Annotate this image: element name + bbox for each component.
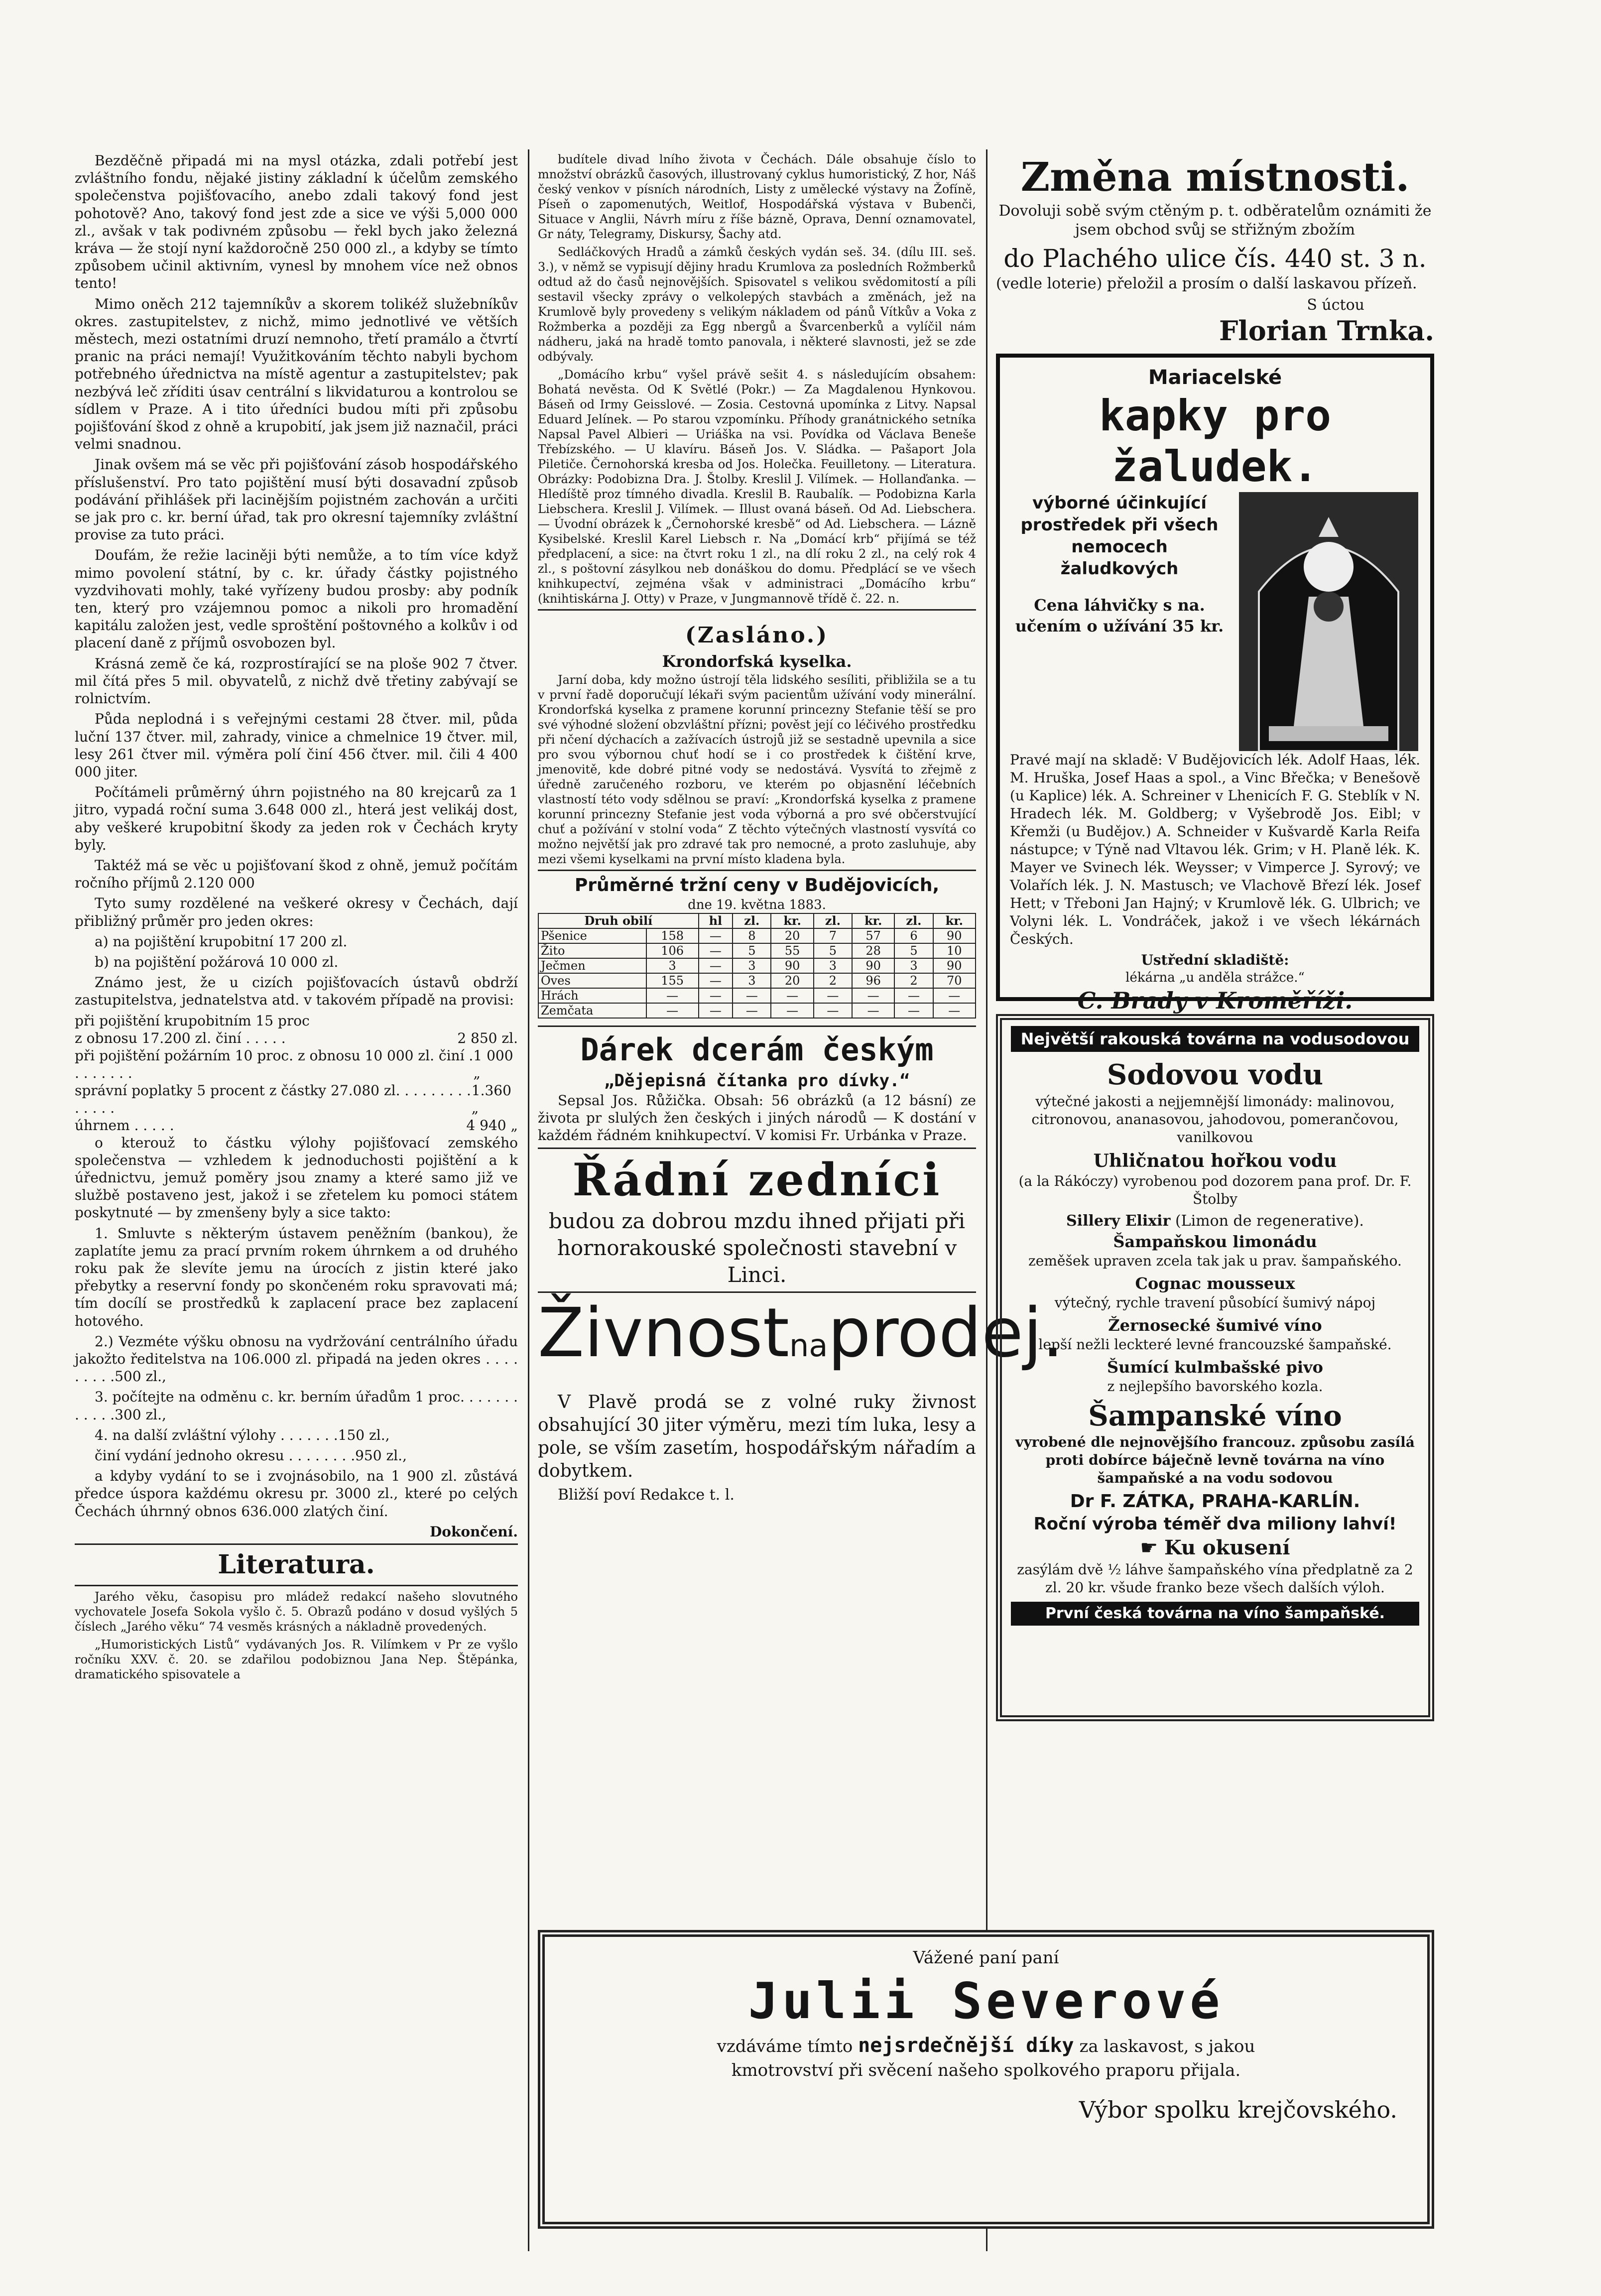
thanks-pre: vzdáváme tímto — [717, 2037, 853, 2056]
calc-row — [75, 1012, 518, 1029]
calc-value: 1 000 „ — [473, 1047, 513, 1081]
paragraph: 2.) Vezméte výšku obnosu na vydržování centrálního úřadu jakožto ředitelstva na 106.000 zl. připadá na jeden okres . . . . . . . . .500 zl., — [75, 1333, 518, 1385]
table-row — [538, 988, 976, 1003]
soda-okus: Ku okusení — [1164, 1536, 1290, 1559]
kapky-brady: C. Brady v Kroměříži. — [1077, 987, 1353, 1014]
soda-text-6: lepší nežli leckteré levné francouzské šampaňské. — [1038, 1336, 1392, 1353]
table-cell: 55 — [771, 943, 813, 958]
soda-year: Roční výroba téměř dva miliony lahví! — [1033, 1514, 1397, 1534]
pointing-hand-icon: ☛ — [1140, 1536, 1158, 1559]
madonna-image — [1239, 492, 1418, 751]
soda-ad — [996, 1014, 1434, 1721]
table-cell: 20 — [771, 928, 813, 943]
soda-text-3: (Limon de regenerative). — [1175, 1212, 1364, 1230]
table-cell: 28 — [852, 943, 894, 958]
kapky-price: Cena láhvičky s na. učením o užívání 35 kr. — [1015, 596, 1224, 636]
table-cell: 106 — [646, 943, 699, 958]
table-cell: Žito — [538, 943, 646, 958]
zmena-text: Dovoluji sobě svým ctěným p. t. odběratelům oznámiti že jsem obchod svůj se střižným zbožím — [998, 202, 1432, 239]
calc-value: 4 940 „ — [466, 1117, 518, 1134]
table-cell: 90 — [771, 958, 813, 973]
zednici-heading: Řádní zedníci — [572, 1153, 942, 1206]
kapky-sub-3: nemocech žaludkových — [1060, 537, 1179, 579]
table-cell: — — [771, 988, 813, 1003]
prices-column-header: zl. — [814, 913, 852, 928]
table-cell: Oves — [538, 973, 646, 988]
kapky-sklad-heading: Ustřední skladiště: — [1141, 952, 1289, 968]
table-cell: 155 — [646, 973, 699, 988]
thanks-line-3: kmotrovství při svěcení našeho spolkového praporu přijala. — [731, 2060, 1241, 2080]
paragraph: o kterouž to částku výlohy pojišťovací zemského společenstva — vzhledem k jednoduchosti pojištění a k úřednictvu, jemuž poměry jsou znamy a které samo již ve službě postaveno jest, jakož i se zřetelem ku pomoci státem poskytnuté — by zmenšeny byly a sice takto: — [75, 1134, 518, 1221]
soda-cognac: Cognac mousseux — [1135, 1274, 1295, 1293]
prices-column-header: Druh obilí — [538, 913, 699, 928]
paragraph: 1. Smluvte s některým ústavem peněžním (bankou), že zaplatíte jemu za prací prvním rokem úhrnkem a od druhého roku pak že slevíte jemu na úrocích z jistin které jako přebytky a reservní fondy po skončeném roku spravovati má; tím docílí se prostředků k zaplacení prace bez zaplacení hotového. — [75, 1225, 518, 1329]
zivnost-na: na — [789, 1327, 828, 1364]
zmena-signature: Florian Trnka. — [1219, 315, 1434, 347]
table-cell: — — [814, 988, 852, 1003]
table-cell: — — [699, 943, 733, 958]
paragraph: a) na pojištění krupobitní 17 200 zl. — [95, 933, 348, 950]
table-cell: — — [646, 988, 699, 1003]
darek-subheading: „Dějepisná čítanka pro dívky.“ — [604, 1071, 910, 1091]
table-cell: 5 — [894, 943, 933, 958]
table-cell: — — [733, 1003, 771, 1018]
table-cell: 2 — [814, 973, 852, 988]
soda-text-9: zasýlám dvě ½ láhve šampaňského vína předplatně za 2 zl. 20 kr. všude franko beze všech dalších výloh. — [1017, 1561, 1413, 1596]
soda-kulm: Šumící kulmbašské pivo — [1107, 1358, 1323, 1377]
table-cell: — — [646, 1003, 699, 1018]
kyselka-heading: Krondorfská kyselka. — [662, 652, 852, 671]
table-cell: 10 — [933, 943, 976, 958]
paragraph: Počítámeli průměrný úhrn pojistného na 80 krejcarů za 1 jitro, vypadá roční suma 3.648 000 zl., hterá jest velikáj dost, aby veškeré krupobitní škody za jeden rok v Čechách kryty byly. — [75, 784, 518, 853]
paragraph: a kdyby vydání to se i zvojnásobilo, na 1 900 zl. zůstává předce úspora každému okresu pr. 3000 zl., které po celých Čechách úhrnný obnos 636.000 zlatých činí. — [75, 1468, 518, 1520]
kyselka-text: Jarní doba, kdy možno ústrojí těla lidského sesíliti, přibližila se a tu v první řadě doporučují lékaři svým pacientům užívání vody minerální. Krondorfská kyselka z pramene korunní princezny Stefanie těší se pro své výhodné složení obzvláštní přízni; pověst její co léčivého prostředku při nčení dýchacích a zažívacích ústrojů již se sestadně upevnila a sice pro svou výbornou chuť hodí se i co prostředek k čištění krve, jmenovitě, kde dobré pitné vody se nedostává. Vysvítá to zřejmě z úředně zaručeného rozboru, ve kterém po objasnění léčebních vlastností této vody sdělnou se praví: „Krondorfská kyselka z pramene korunní princezny Stefanie jest voda výborná a pro své občerstvující chuť a požívání v stolní voda“ Z těchto výtečných vlastností vysvítá co možno největší jak pro zdravé tak pro nemocné, a proto zasluhuje, aby mezi všemi kyselkami na první místo kladena byla. — [538, 673, 976, 866]
table-cell: 96 — [852, 973, 894, 988]
calc-value: 1.360 „ — [471, 1082, 511, 1116]
zmena-address: do Plachého ulice čís. 440 st. 3 n. — [1003, 244, 1427, 273]
paragraph: Jinak ovšem má se věc při pojišťování zásob hospodářského příslušenství. Pro tato pojištění musí býti dosavadní způsob podávání přihlášek při lacinějším pojistném zachován a určiti se jak pro c. kr. berní úřad, tak pro okresní tajemníky zvláštní provise za tuto práci. — [75, 456, 518, 543]
calc-label: z obnosu 17.200 zl. činí . . . . . — [75, 1029, 286, 1046]
soda-samp: Šampanské víno — [1088, 1400, 1342, 1432]
soda-firm: Dr F. ZÁTKA, PRAHA-KARLÍN. — [1070, 1491, 1360, 1512]
zmena-heading: Změna místnosti. — [1020, 153, 1410, 200]
darek-text: Sepsal Jos. Růžička. Obsah: 56 obrázků (a 12 básní) ze života pr slulých žen českých i jiných národů — K dostání v každém řádném knihkupectví. V komisi Fr. Urbánka v Praze. — [538, 1092, 976, 1144]
paragraph: Známo jest, že u cizích pojišťovacích ústavů obdrží zastupitelstva, jednatelstva atd. v takovém případě na provisi: — [75, 974, 518, 1009]
table-cell: — — [733, 988, 771, 1003]
zivnost-heading — [538, 1293, 1064, 1391]
prices-column-header: zl. — [894, 913, 933, 928]
table-cell: — — [699, 988, 733, 1003]
kapky-text: Pravé mají na skladě: V Budějovicích lék. Adolf Haas, lék. M. Hruška, Josef Haas a spol., a Vinc Břečka; v Benešově (u Kaplice) lék. A. Schreiner v Lhenicích F. G. Steblík v N. Hradech lék. M. Goldberg; v Vyšebrodě Jos. Eibl; v Křemži (u Budějov.) A. Schneider v Kušvardě Karla Reifa nástupce; v Týně nad Vltavou lék. Grim; v H. Planě lék. K. Mayer ve Svinech lék. Weysser; v Vimperce J. Syrový; ve Volařích lék. J. N. Mastusch; ve Vlachově Březí lék. Josef Hett; v Třeboni Jan Hajný; v Krumlově lék. G. Ulbrich; ve Volyni lék. L. Vondráček, jakož i ve všech lékárnách Českých. — [1010, 752, 1420, 947]
soda-zern: Žernosecké šumivé víno — [1108, 1316, 1322, 1335]
prices-column-header: kr. — [852, 913, 894, 928]
table-cell: — — [699, 958, 733, 973]
table-cell: — — [894, 1003, 933, 1018]
table-cell: 90 — [933, 958, 976, 973]
table-cell: 3 — [814, 958, 852, 973]
prices-column-header: zl. — [733, 913, 771, 928]
table-cell: 3 — [894, 958, 933, 973]
table-cell: — — [852, 988, 894, 1003]
paragraph: Sedláčkových Hradů a zámků českých vydán seš. 34. (dílu III. seš. 3.), v němž se vypisují dějiny hradu Krumlova za posledních Rožmberků odtud až do časů nejnovějších. Spisovatel s velikou svědomitostí a píli sestavil všecky zprávy o velkolepých stavbách a změnách, jež na Krumlově byly provedeny s velikým nákladem od pánů Vítkův a Voka z Rožmberka a později za Egg nbergů a Švarcenberků a vylíčil nám nádheru, jaká na hradě tomto panovala, i některé slavnosti, jež se zde odbývaly. — [538, 245, 976, 364]
kapky-sklad: lékárna „u anděla strážce.“ — [1125, 970, 1305, 985]
table-cell: 158 — [646, 928, 699, 943]
soda-heading: Sodovou vodu — [1107, 1058, 1324, 1091]
soda-uhl: Uhličnatou hořkou vodu — [1093, 1150, 1337, 1171]
thanks-post: za laskavost, s jakou — [1079, 2037, 1255, 2056]
calc-label: při pojištění krupobitním 15 proc — [75, 1012, 310, 1029]
zednici-text: budou za dobrou mzdu ihned přijati při hornorakouské společnosti stavební v Linci. — [548, 1208, 966, 1287]
thanks-signature: Výbor spolku krejčovského. — [1079, 2096, 1397, 2123]
prices-column-header: kr. — [933, 913, 976, 928]
divider — [75, 1585, 518, 1586]
thanks-greeting: Vážené paní paní — [913, 1948, 1059, 1968]
table-cell: — — [699, 973, 733, 988]
kapky-pre: Mariacelské — [1148, 366, 1282, 389]
divider — [538, 609, 976, 611]
table-row — [538, 958, 976, 973]
soda-text-8: vyrobené dle nejnovějšího francouz. způsobu zasílá proti dobírce báječně levně továrna na víno šampaňské a na vodu sodovou — [1015, 1434, 1415, 1486]
table-cell: 7 — [814, 928, 852, 943]
calc-label: při pojištění požárním 10 proc. z obnosu 10 000 zl. činí . . . . . . . . — [75, 1047, 474, 1081]
calc-row — [75, 1117, 518, 1134]
continued-note: Dokončení. — [430, 1523, 518, 1540]
paragraph: budítele divad lního života v Čechách. Dále obsahuje číslo to množství obrázků časových, illustrovaný cyklus humoristický, Z hor, Náš český venkov v písních národních, Listy z umělecké výstavy na Žofíně, Píseň o zapomenutých, Weitlof, Hospodářská výstava v Bubenči, Situace v Anglii, Návrh míru z říše bázně, Oprava, Denní oznamovatel, Gr náty, Telegramy, Diskursy, Šachy atd. — [538, 152, 976, 241]
paragraph: Jarého věku, časopisu pro mládež redakcí našeho slovutného vychovatele Josefa Sokola vyšlo č. 5. Obrazů podáno v dosud vyšlých 5 číslech „Jarého věku“ 74 vesměs krásných a nákladně provedených. — [75, 1589, 518, 1634]
prices-column-header: kr. — [771, 913, 813, 928]
table-cell: Zemčata — [538, 1003, 646, 1018]
table-cell: 90 — [933, 928, 976, 943]
paragraph: Tyto sumy rozdělené na veškeré okresy v Čechách, dají přibližný průměr pro jeden okres: — [75, 895, 518, 929]
prices-heading: Průměrné tržní ceny v Budějovicích, — [574, 875, 940, 895]
column-1 — [75, 152, 518, 2259]
calc-row — [75, 1047, 518, 1082]
paragraph: Mimo oněch 212 tajemníkův a skorem tolikéž služebníkův okres. zastupitelstev, z nichž, mimo jednotlivé ve větších městech, mezi ostatními druzí nemnoho, třetí pramálo a čtvrtí pranic na práci nemají! Využitkováním těchto nabyli bychom potřebného úřednictva na místě agentur a zastupitelstev; pak nezbývá leč zříditi úsav centrální s likvidaturou a kontrolou se sídlem v Praze. A i tito úředníci budou míti při způsobu pojišťování škod z ohně a krupobití, jak jsem již naznačil, práci velmi snadnou. — [75, 295, 518, 453]
divider — [538, 1291, 976, 1293]
divider — [538, 870, 976, 871]
zivnost-word: Živnost — [538, 1293, 790, 1373]
soda-sillery: Sillery Elixir — [1066, 1212, 1171, 1230]
soda-text-7: z nejlepšího bavorského kozla. — [1107, 1378, 1323, 1395]
table-cell: — — [771, 1003, 813, 1018]
table-cell: 2 — [894, 973, 933, 988]
table-row — [538, 928, 976, 943]
calc-label: úhrnem . . . . . — [75, 1117, 174, 1134]
column-rule-1 — [528, 149, 529, 2251]
soda-text-4: zeměšek upraven zcela tak jak u prav. šampaňského. — [1028, 1253, 1402, 1269]
table-row — [538, 943, 976, 958]
table-cell: 3 — [646, 958, 699, 973]
literature-heading: Literatura. — [218, 1549, 375, 1580]
soda-limo: Šampaňskou limonádu — [1113, 1232, 1317, 1251]
paragraph: Doufám, že režie laciněji býti nemůže, a to tím více když mimo povolení státní, by c. kr. úřady částky pojistného vyzdvihovati mohly, také vyřízeny budou prosby: aby podník ten, který pro vzájemnou pomoc a nikoli pro hromadění kapitálu založen jest, vedle sproštění poštovného a kolkův i od placení daně z příjmů osvobozen byl. — [75, 547, 518, 651]
kapky-sub-1: výborné účinkující — [1032, 493, 1207, 513]
calc-value: 2 850 zl. — [457, 1029, 518, 1046]
paragraph: „Humoristických Listů“ vydávaných Jos. R. Vilímkem v Pr ze vyšlo ročníku XXV. č. 20. se zdařilou podobiznou Jana Nep. Štěpánka, dramatického spisovatele a — [75, 1637, 518, 1681]
prices-date: dne 19. května 1883. — [688, 897, 826, 912]
calc-label: správní poplatky 5 procent z částky 27.080 zl. . . . . . . . . . . . . . — [75, 1082, 471, 1116]
calc-row — [75, 1029, 518, 1047]
table-cell: — — [894, 988, 933, 1003]
prices-column-header: hl — [699, 913, 733, 928]
soda-text-2: (a la Rákóczy) vyrobenou pod dozorem pana prof. Dr. F. Štolby — [1018, 1173, 1412, 1207]
paragraph: Půda neplodná i s veřejnými cestami 28 čtver. mil, půda luční 137 čtver. mil, zahrady, vinice a chmelnice 19 čtver. mil, lesy 261 čtver mil. výměra polí činí 456 čtver. mil. čili 4 400 000 jiter. — [75, 711, 518, 780]
divider — [538, 1025, 976, 1027]
paragraph: Taktéž má se věc u pojišťovaní škod z ohně, jemuž počítám ročního příjmů 2.120 000 — [75, 857, 518, 892]
prices-table — [538, 913, 976, 1019]
calc-row — [75, 1082, 518, 1117]
paragraph: b) na pojištění požárová 10 000 zl. — [95, 953, 339, 970]
thanks-box — [538, 1930, 1434, 2229]
zmena-text2: (vedle loterie) přeložil a prosím o další laskavou přízeň. — [996, 275, 1417, 292]
paragraph: 3. počítejte na odměnu c. kr. berním úřadům 1 proc. . . . . . . . . . . .300 zl., — [75, 1389, 518, 1423]
paragraph: činí vydání jednoho okresu . . . . . . . .950 zl., — [95, 1447, 407, 1464]
paragraph: Bezděčně připadá mi na mysl otázka, zdali potřebí jest zvláštního fondu, nějaké jistiny základní k účelům zemského společenstva pojišťovacího, anebo zdali takový fond jest pohotově? Ano, takový fond jest zde a sice ve výši 5,000 000 zl., avšak v tak podivném způsobu — řekl bych jako železná kráva — že stojí nyní každoročně 250 000 zl., a kdyby se tímto způsobem učinil aktivním, vynesl by mnohem více než obnos tento! — [75, 152, 518, 292]
thanks-highlight: nejsrdečnější díky — [858, 2034, 1074, 2057]
table-cell: Pšenice — [538, 928, 646, 943]
kapky-sub-2: prostředek při všech — [1020, 515, 1219, 535]
soda-text-5: výtečný, rychle travení působící šumivý nápoj — [1054, 1294, 1376, 1311]
table-cell: 6 — [894, 928, 933, 943]
table-cell: 3 — [733, 958, 771, 973]
table-row — [538, 1003, 976, 1018]
paragraph: 4. na další zvláštní výlohy . . . . . . .150 zl., — [95, 1426, 390, 1443]
thanks-name: Julii Severové — [748, 1972, 1224, 2030]
divider — [75, 1543, 518, 1545]
calculation-table — [75, 1012, 518, 1134]
table-cell: 5 — [814, 943, 852, 958]
zivnost-note: Bližší poví Redakce t. l. — [558, 1486, 735, 1504]
table-cell: 70 — [933, 973, 976, 988]
table-cell: — — [852, 1003, 894, 1018]
table-cell: 8 — [733, 928, 771, 943]
paragraph: „Domácího krbu“ vyšel právě sešit 4. s následujícím obsahem: Bohatá nevěsta. Od K Světlé (Pokr.) — Za Magdalenou Hynkovou. Báseň od Irmy Geisslové. — Zosia. Cestovná upomínka z Litvy. Napsal Eduard Jelínek. — Po starou vzpomínku. Příhody granátnického setníka Napsal Pavel Albieri — Uriáška na vsi. Povídka od Václava Beneše Třebízského. — U klavíru. Báseň Jos. V. Sládka. — Pašaport Jola Piletiče. Černohorská kresba od Jos. Holečka. Feuilletony. — Literatura. Obrázky: Podobizna Dra. J. Štolby. Kreslil J. Vilímek. — Hollanďanka. — Hledíště proz tímného divadla. Kreslil B. Raubalík. — Podobizna Karla Liebschera. Kreslil J. Vilímek. — Illust ovaná báseň. Od Ad. Liebschera. — Úvodní obrázek k „Černohorské kresbě“ od Ad. Liebschera. — Lázně Kysibelské. Kreslil Karel Liebsch r. Na „Domácí krb“ přijímá se též předplacení, a sice: na čtvrt roku 1 zl., na dlí roku 2 zl., na celý rok 4 zl., s poštovní zásylkou neb donáškou do domu. Předplácí se ve všech knihkupectví, zejména však v administraci „Domácího krbu“ (knihtiskárna J. Otty) v Praze, v Jungmannově třídě č. 22. n. — [538, 368, 976, 606]
table-cell: — — [814, 1003, 852, 1018]
kapky-heading: kapky pro žaludek. — [1099, 391, 1331, 492]
table-cell: Hrách — [538, 988, 646, 1003]
table-cell: 20 — [771, 973, 813, 988]
kapky-ad — [996, 354, 1434, 1014]
divider — [538, 1148, 976, 1149]
darek-heading: Dárek dcerám českým — [580, 1031, 934, 1068]
table-cell: 90 — [852, 958, 894, 973]
zmena-greeting: S úctou — [1307, 296, 1364, 314]
paragraph: Krásná země če ká, rozprostírající se na ploše 902 7 čtver. mil čítá přes 5 mil. obyvatelů, z nichž dvě třetiny zabývají se rolnictvím. — [75, 655, 518, 707]
table-cell: Ječmen — [538, 958, 646, 973]
zivnost-text: V Plavě prodá se z volné ruky živnost obsahující 30 jiter výměru, mezi tím luka, lesy a pole, se vším zasetím, hospodářským nářadím a dobytkem. — [538, 1392, 976, 1481]
table-cell: 57 — [852, 928, 894, 943]
table-cell: — — [933, 988, 976, 1003]
table-cell: — — [699, 1003, 733, 1018]
soda-bottom-bar: První česká továrna na víno šampaňské. — [1011, 1602, 1419, 1626]
table-row — [538, 973, 976, 988]
soda-top-bar: Největší rakouská továrna na vodusodovou — [1011, 1026, 1419, 1052]
table-cell: 5 — [733, 943, 771, 958]
zaslano-heading: (Zasláno.) — [685, 623, 829, 648]
table-cell: — — [699, 928, 733, 943]
table-cell: — — [933, 1003, 976, 1018]
zivnost-prodej: prodej. — [828, 1293, 1064, 1373]
soda-text-1: výtečné jakosti a nejjemnější limonády: malinovou, citronovou, ananasovou, jahodovou, pomerančovou, vanilkovou — [1031, 1093, 1399, 1146]
table-cell: 3 — [733, 973, 771, 988]
